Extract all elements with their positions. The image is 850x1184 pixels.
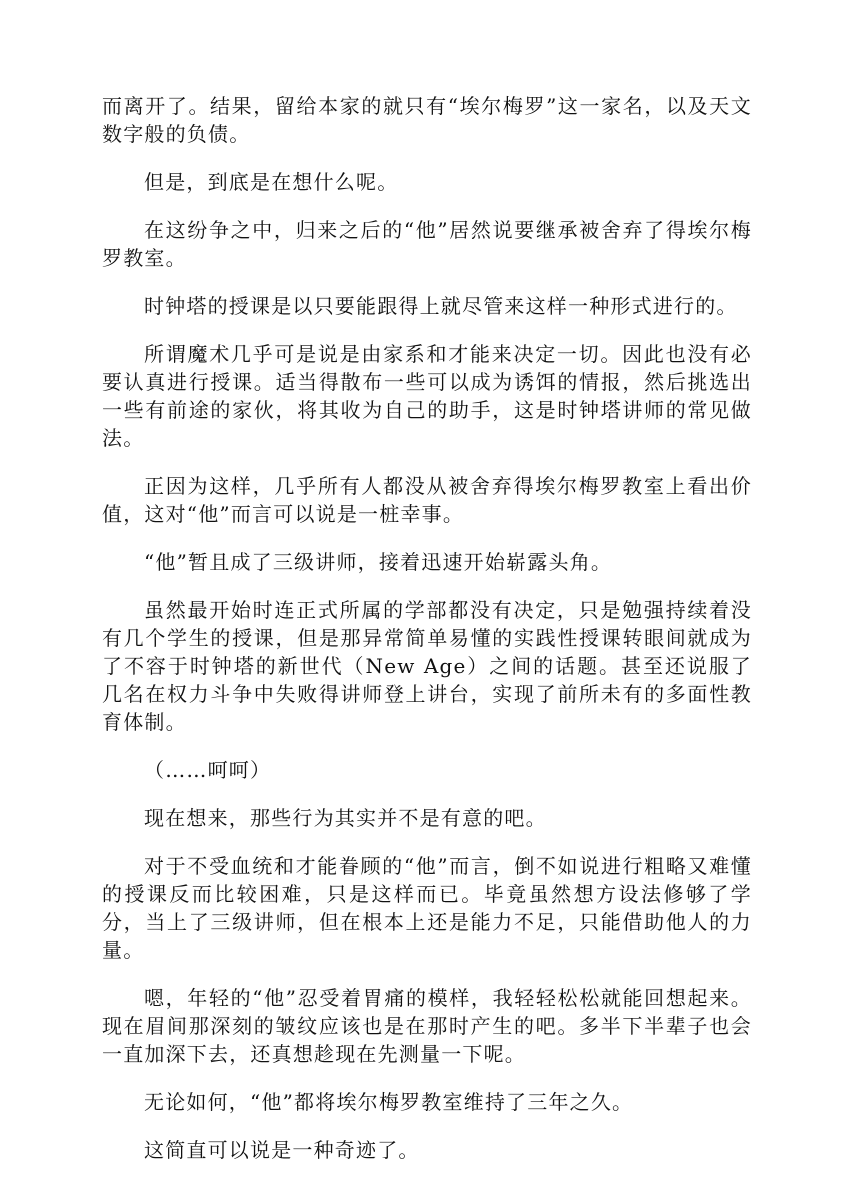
paragraph: 而离开了。结果，留给本家的就只有“埃尔梅罗”这一家名，以及天文数字般的负债。: [102, 94, 752, 146]
paragraph: 嗯，年轻的“他”忍受着胃痛的模样，我轻轻松松就能回想起来。现在眉间那深刻的皱纹应该也是在那时产生的吧。多半下半辈子也会一直加深下去，还真想趁现在先测量一下呢。: [102, 986, 752, 1066]
paragraph: 在这纷争之中，归来之后的“他”居然说要继承被舍弃了得埃尔梅罗教室。: [102, 218, 752, 270]
paragraph: 这简直可以说是一种奇迹了。: [144, 1138, 420, 1162]
paragraph: 正因为这样，几乎所有人都没从被舍弃得埃尔梅罗教室上看出价值，这对“他”而言可以说是一桩幸事。: [102, 474, 752, 526]
paragraph: （……呵呵）: [144, 758, 272, 782]
paragraph: 但是，到底是在想什么呢。: [144, 170, 399, 194]
paragraph: 时钟塔的授课是以只要能跟得上就尽管来这样一种形式进行的。: [144, 294, 738, 318]
paragraph: 虽然最开始时连正式所属的学部都没有决定，只是勉强持续着没有几个学生的授课，但是那异常简单易懂的实践性授课转眼间就成为了不容于时钟塔的新世代（New Age）之间的话题。甚至还说服了几名在权力斗争中失败得讲师登上讲台，实现了前所未有的多面性教育体制。: [102, 598, 752, 734]
paragraph: 无论如何，“他”都将埃尔梅罗教室维持了三年之久。: [144, 1090, 634, 1114]
paragraph: 现在想来，那些行为其实并不是有意的吧。: [144, 806, 547, 830]
document-page: [102, 92, 752, 1184]
paragraph: 对于不受血统和才能眷顾的“他”而言，倒不如说进行粗略又难懂的授课反而比较困难，只是这样而已。毕竟虽然想方设法修够了学分，当上了三级讲师，但在根本上还是能力不足，只能借助他人的力量。: [102, 854, 752, 962]
paragraph: “他”暂且成了三级讲师，接着迅速开始崭露头角。: [144, 550, 613, 574]
paragraph: 所谓魔术几乎可是说是由家系和才能来决定一切。因此也没有必要认真进行授课。适当得散布一些可以成为诱饵的情报，然后挑选出一些有前途的家伙，将其收为自己的助手，这是时钟塔讲师的常见做法。: [102, 342, 752, 450]
